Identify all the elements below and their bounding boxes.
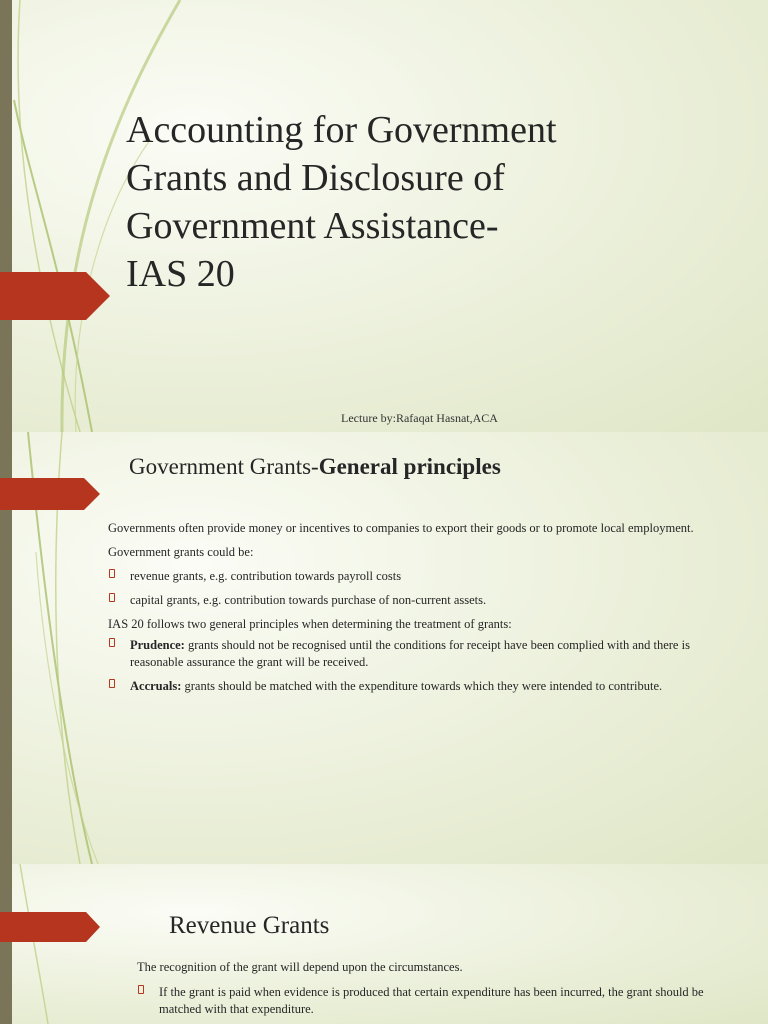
list-item — [137, 984, 707, 1018]
bullet-icon — [109, 569, 115, 578]
red-arrow-marker — [0, 272, 110, 320]
bullet-icon — [138, 985, 144, 994]
slide-title: Revenue Grants — [169, 912, 330, 939]
bullet-icon — [109, 638, 115, 647]
principles-heading: IAS 20 follows two general principles when determining the treatment of grants: — [108, 617, 512, 631]
lecturer-credit: Lecture by:Rafaqat Hasnat,ACA — [341, 411, 498, 425]
title-line: Grants and Disclosure of — [126, 157, 505, 199]
bullet-icon — [109, 679, 115, 688]
title-slide — [0, 0, 768, 432]
slide-title — [129, 454, 501, 480]
title-plain-part: Government Grants- — [129, 454, 319, 479]
title-line: Government Assistance- — [126, 205, 499, 247]
intro-paragraph: The recognition of the grant will depend upon the circumstances. — [137, 960, 463, 974]
slide-body — [137, 959, 707, 1024]
title-line: IAS 20 — [126, 253, 235, 295]
principle-text: grants should not be recognised until the conditions for receipt have been complied with and there is reasonable assurance the grant will be received. — [130, 638, 690, 669]
list-item — [108, 637, 718, 671]
title-line: Accounting for Government — [126, 109, 557, 151]
list-item — [108, 592, 718, 609]
principle-text: grants should be matched with the expenditure towards which they were intended to contribute. — [181, 679, 663, 693]
red-arrow-marker — [0, 478, 100, 510]
left-accent-bar — [0, 0, 12, 432]
list-item-text: capital grants, e.g. contribution towards purchase of non-current assets. — [130, 593, 487, 607]
revenue-grants-slide — [0, 864, 768, 1024]
slide-title — [126, 106, 686, 298]
general-principles-slide — [0, 432, 768, 864]
list-item — [108, 678, 718, 695]
list-item-text: If the grant is paid when evidence is produced that certain expenditure has been incurred, the grant should be matched with that expenditure. — [159, 985, 704, 1016]
intro-paragraph: Governments often provide money or incentives to companies to export their goods or to promote local employment. — [108, 521, 694, 535]
list-item-text: revenue grants, e.g. contribution towards payroll costs — [130, 569, 402, 583]
list-heading: Government grants could be: — [108, 545, 254, 559]
title-bold-part: General principles — [318, 454, 501, 479]
bullet-icon — [109, 593, 115, 602]
list-item — [108, 568, 718, 585]
principle-term: Prudence: — [130, 638, 185, 652]
left-accent-bar — [0, 864, 12, 1024]
principle-term: Accruals: — [130, 679, 182, 693]
slide-body — [108, 520, 718, 702]
red-arrow-marker — [0, 912, 100, 942]
